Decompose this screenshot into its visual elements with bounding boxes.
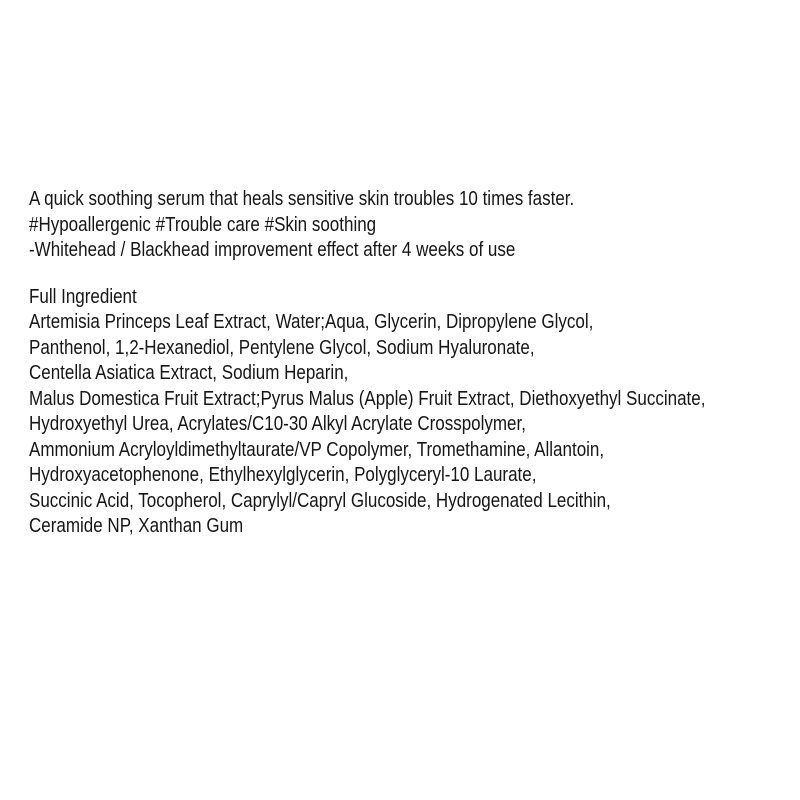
effect-line-text: -Whitehead / Blackhead improvement effect after 4 weeks of use xyxy=(29,239,516,261)
ingredients-line xyxy=(29,438,800,464)
ingredients-line-text: Succinic Acid, Tocopherol, Caprylyl/Capryl Glucoside, Hydrogenated Lecithin, xyxy=(29,489,611,512)
page-content xyxy=(29,187,800,540)
hashtags-line xyxy=(29,213,800,239)
ingredients-line-text: Malus Domestica Fruit Extract;Pyrus Malus (Apple) Fruit Extract, Diethoxyethyl Succinate, xyxy=(29,387,706,410)
ingredients-line-text: Hydroxyacetophenone, Ethylhexylglycerin, Polyglyceryl-10 Laurate, xyxy=(29,464,537,486)
product-summary-section xyxy=(29,187,800,264)
ingredients-heading-text: Full Ingredient xyxy=(29,285,137,308)
ingredients-line xyxy=(29,412,800,438)
ingredients-line-text: Centella Asiatica Extract, Sodium Heparin, xyxy=(29,362,349,384)
ingredients-line-text: Hydroxyethyl Urea, Acrylates/C10-30 Alkyl Acrylate Crosspolymer, xyxy=(29,413,526,435)
ingredients-line-text: Ammonium Acryloyldimethyltaurate/VP Copolymer, Tromethamine, Allantoin, xyxy=(29,438,605,461)
ingredients-line xyxy=(29,489,800,515)
ingredients-section xyxy=(29,285,800,540)
effect-line xyxy=(29,238,800,264)
ingredients-line-text: Artemisia Princeps Leaf Extract, Water;Aqua, Glycerin, Dipropylene Glycol, xyxy=(29,311,594,333)
ingredients-line xyxy=(29,336,800,362)
ingredients-line xyxy=(29,310,800,336)
ingredients-line xyxy=(29,361,800,387)
ingredients-line-text: Ceramide NP, Xanthan Gum xyxy=(29,515,244,537)
ingredients-line xyxy=(29,387,800,413)
ingredients-line-text: Panthenol, 1,2-Hexanediol, Pentylene Glycol, Sodium Hyaluronate, xyxy=(29,336,535,359)
summary-line xyxy=(29,187,800,213)
summary-line-text: A quick soothing serum that heals sensitive skin troubles 10 times faster. xyxy=(29,188,575,210)
hashtags-line-text: #Hypoallergenic #Trouble care #Skin soothing xyxy=(29,213,377,236)
ingredients-heading xyxy=(29,285,800,311)
ingredients-line xyxy=(29,463,800,489)
ingredients-line xyxy=(29,514,800,540)
